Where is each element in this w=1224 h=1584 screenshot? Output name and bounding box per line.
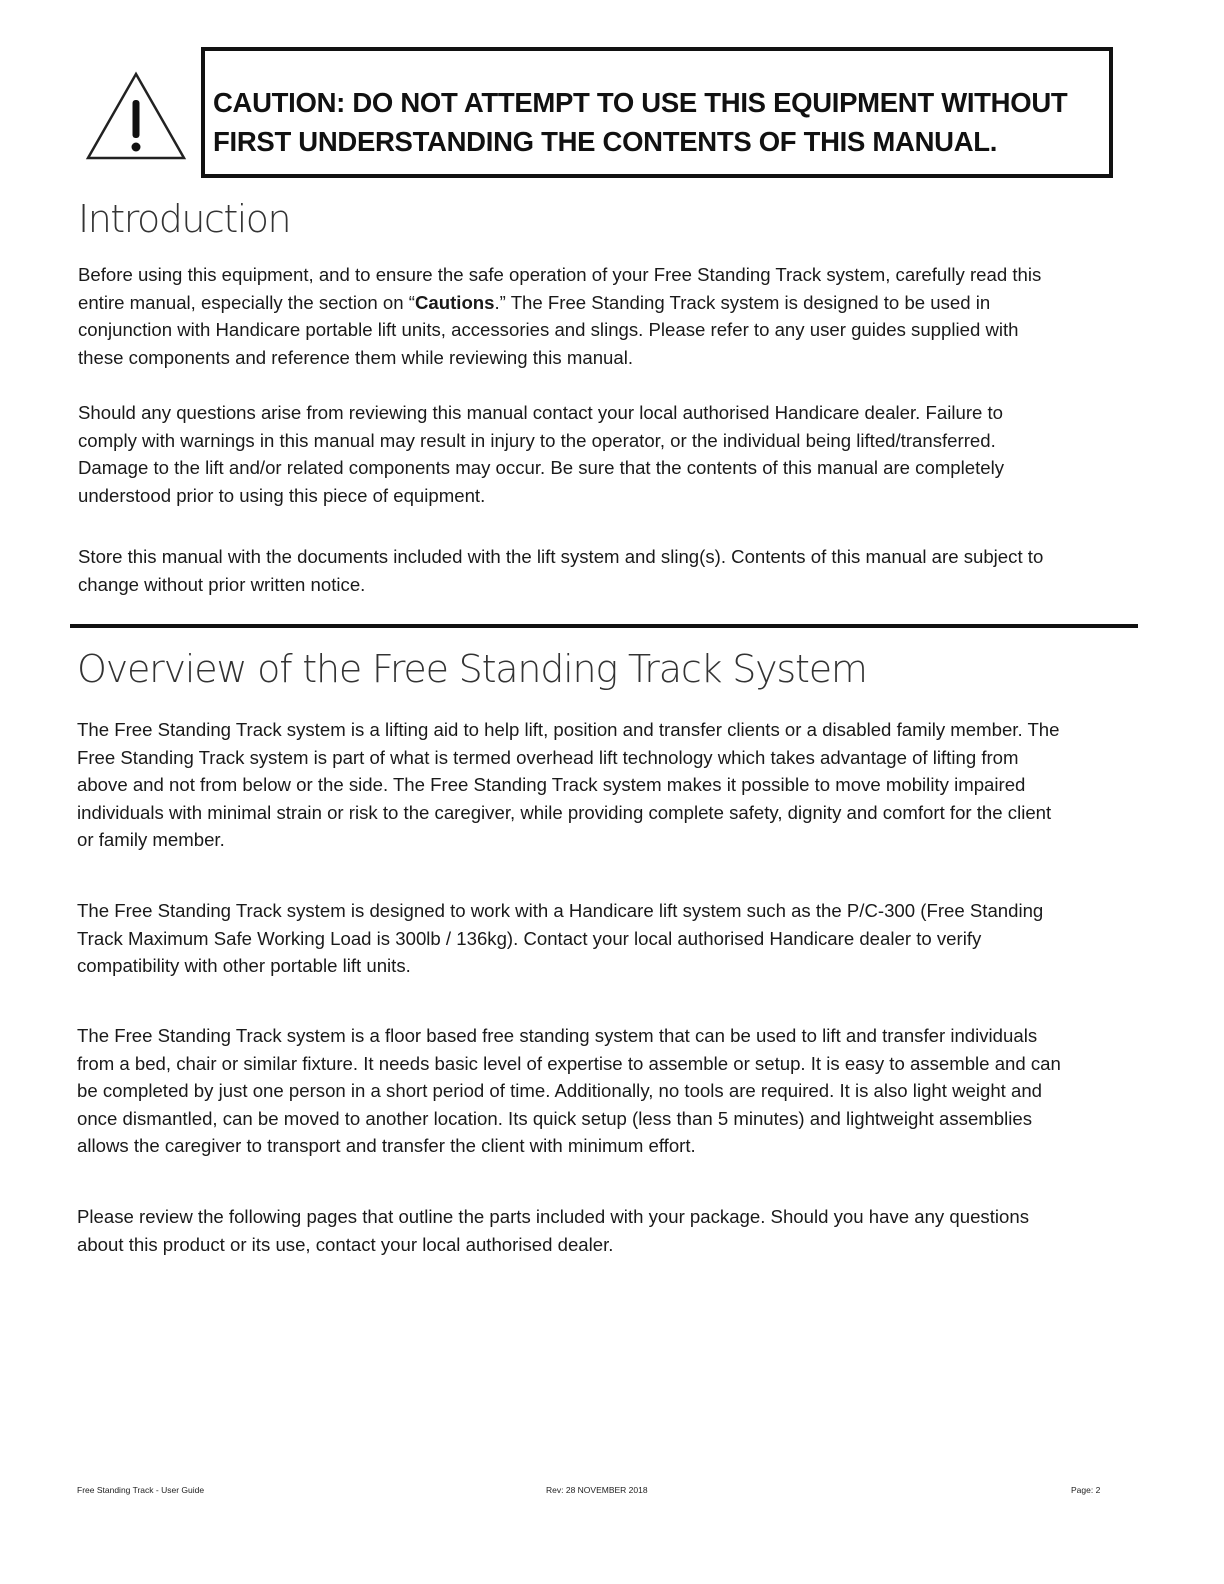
caution-line-1: CAUTION: DO NOT ATTEMPT TO USE THIS EQUIPMENT WITHOUT — [213, 87, 1068, 118]
overview-paragraph-3 — [77, 1022, 1061, 1160]
cautions-bold-ref: Cautions — [414, 291, 495, 313]
intro-p3-line: change without prior written notice. — [78, 573, 366, 595]
footer-revision: Rev: 28 NOVEMBER 2018 — [546, 1485, 648, 1495]
overview-p2-line: Track Maximum Safe Working Load is 300lb / 136kg). Contact your local authorised Handicare dealer to verify — [77, 927, 982, 949]
overview-paragraph-4 — [77, 1203, 1029, 1258]
intro-p1-line-2 — [78, 289, 1041, 317]
intro-paragraph-1 — [78, 261, 1041, 371]
intro-p2-line: comply with warnings in this manual may result in injury to the operator, or the individual being lifted/transferred. — [78, 429, 996, 451]
intro-p2-line: Damage to the lift and/or related components may occur. Be sure that the contents of this manual are completely — [78, 457, 1005, 478]
overview-p1-line: Free Standing Track system is part of what is termed overhead lift technology which takes advantage of lifting from — [77, 746, 1019, 768]
intro-paragraph-2 — [78, 399, 1004, 509]
overview-p1-line: or family member. — [77, 829, 225, 850]
warning-triangle-icon — [84, 70, 188, 162]
overview-p3-line: allows the caregiver to transport and transfer the client with minimum effort. — [77, 1135, 696, 1156]
overview-p1-line: The Free Standing Track system is a lifting aid to help lift, position and transfer clients or a disabled family member. The — [77, 719, 1060, 740]
footer-document-title: Free Standing Track - User Guide — [77, 1485, 205, 1495]
overview-heading: Overview of the Free Standing Track System — [77, 647, 867, 691]
overview-p2-line: compatibility with other portable lift units. — [77, 955, 411, 976]
intro-p1-line-2-post: .” The Free Standing Track system is designed to be used in — [494, 291, 991, 313]
overview-paragraph-1 — [77, 716, 1060, 854]
overview-p2-line: The Free Standing Track system is designed to work with a Handicare lift system such as the P/C-300 (Free Standing — [77, 900, 1044, 921]
intro-p1-line-2-pre: entire manual, especially the section on “ — [78, 291, 415, 313]
intro-p2-line: understood prior to using this piece of equipment. — [78, 484, 486, 506]
overview-p4-line: Please review the following pages that outline the parts included with your package. Should you have any questions — [77, 1206, 1029, 1227]
intro-p1-line-1: Before using this equipment, and to ensure the safe operation of your Free Standing Track system, carefully read this — [78, 264, 1042, 285]
section-divider — [70, 624, 1138, 628]
intro-p1-line-4: these components and reference them while reviewing this manual. — [78, 346, 634, 368]
overview-p3-line: The Free Standing Track system is a floor based free standing system that can be used to lift and transfer individuals — [77, 1025, 1038, 1046]
caution-box — [201, 47, 1113, 178]
intro-p2-line: Should any questions arise from reviewing this manual contact your local authorised Handicare dealer. Failure to — [78, 402, 1004, 423]
overview-p3-line: once dismantled, can be moved to another location. Its quick setup (less than 5 minutes) and lightweight assemblies — [77, 1107, 1033, 1129]
intro-p3-line: Store this manual with the documents included with the lift system and sling(s). Contents of this manual are subject to — [78, 546, 1044, 567]
caution-line-2: FIRST UNDERSTANDING THE CONTENTS OF THIS MANUAL. — [213, 126, 998, 157]
intro-p1-line-3: conjunction with Handicare portable lift units, accessories and slings. Please refer to any user guides supplied with — [78, 319, 1019, 340]
intro-paragraph-3 — [78, 543, 1043, 598]
overview-p3-line: from a bed, chair or similar fixture. It needs basic level of expertise to assemble or setup. It is easy to assemble and can — [77, 1052, 1061, 1074]
introduction-heading: Introduction — [78, 197, 291, 241]
overview-paragraph-2 — [77, 897, 1043, 980]
footer-page-number: Page: 2 — [1071, 1485, 1101, 1495]
overview-p1-line: individuals with minimal strain or risk to the caregiver, while providing complete safety, dignity and comfort for the client — [77, 801, 1052, 823]
overview-p3-line: be completed by just one person in a short period of time. Additionally, no tools are required. It is also light weight and — [77, 1080, 1043, 1101]
overview-p4-line: about this product or its use, contact your local authorised dealer. — [77, 1233, 614, 1255]
overview-p1-line: above and not from below or the side. The Free Standing Track system makes it possible to move mobility impaired — [77, 774, 1026, 795]
